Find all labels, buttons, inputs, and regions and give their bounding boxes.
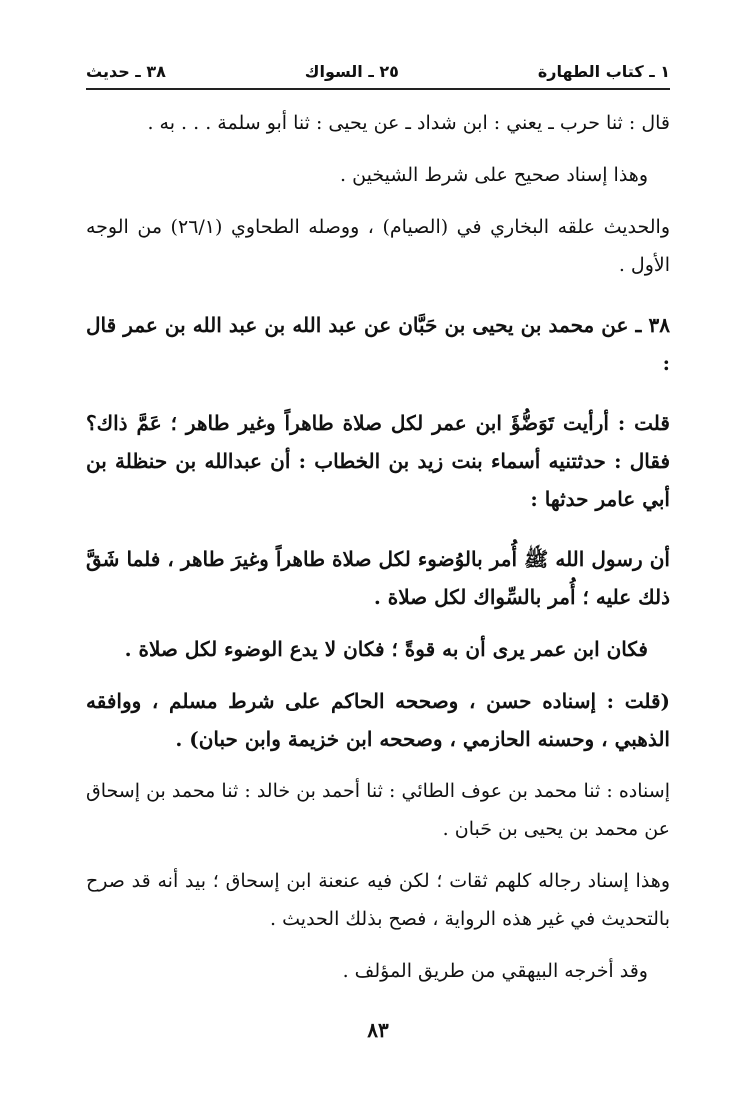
paragraph-1: قال : ثنا حرب ـ يعني : ابن شداد ـ عن يحيى : ثنا أبو سلمة . . . به . [147,112,670,134]
hadith-38-heading: ٣٨ ـ عن محمد بن يحيى بن حَبَّان عن عبد الله بن عبد الله بن عمر قال : [86,313,670,375]
page-number: ٨٣ [367,1018,389,1042]
hadith-38-question: قلت : أرأيت تَوَضُّؤَ ابن عمر لكل صلاة طاهراً وغير طاهر ؛ عَمَّ ذاك؟ فقال : حدثتنيه أسماء بنت زيد بن الخطاب : أن عبدالله بن حنظلة بن أبي عامر حدثها : [86,411,670,511]
paragraph-2: وهذا إسناد صحيح على شرط الشيخين . [340,164,648,186]
header-hadith-number: ٣٨ ـ حديث [86,61,166,81]
hadith-38-matn: أن رسول الله ﷺ أُمر بالوُضوء لكل صلاة طاهراً وغيرَ طاهر ، فلما شَقَّ ذلك عليه ؛ أُمر بالسِّواك لكل صلاة . [86,547,670,609]
header-chapter-title: ٢٥ ـ السواك [304,61,399,81]
header-divider [86,88,670,90]
isnad-paragraph: إسناده : ثنا محمد بن عوف الطائي : ثنا أحمد بن خالد : ثنا محمد بن إسحاق عن محمد بن يحيى بن حَبان . [86,780,670,840]
paragraph-3: والحديث علقه البخاري في (الصيام) ، ووصله الطحاوي (٢٦/١) من الوجه الأول . [86,216,671,276]
running-header [86,56,670,86]
isnad-commentary: وهذا إسناد رجاله كلهم ثقات ؛ لكن فيه عنعنة ابن إسحاق ؛ بيد أنه قد صرح بالتحديث في غير هذه الرواية ، فصح بذلك الحديث . [86,870,670,930]
header-book-title: ١ ـ كتاب الطهارة [537,61,670,81]
hadith-38-ibn-umar: فكان ابن عمر يرى أن به قوةً ؛ فكان لا يدع الوضوء لكل صلاة . [124,637,648,661]
bayhaqi-note: وقد أخرجه البيهقي من طريق المؤلف . [342,960,648,982]
main-text [86,104,670,990]
grading-note: (قلت : إسناده حسن ، وصححه الحاكم على شرط مسلم ، ووافقه الذهبي ، وحسنه الحازمي ، وصححه ابن خزيمة وابن حبان) . [86,689,670,751]
